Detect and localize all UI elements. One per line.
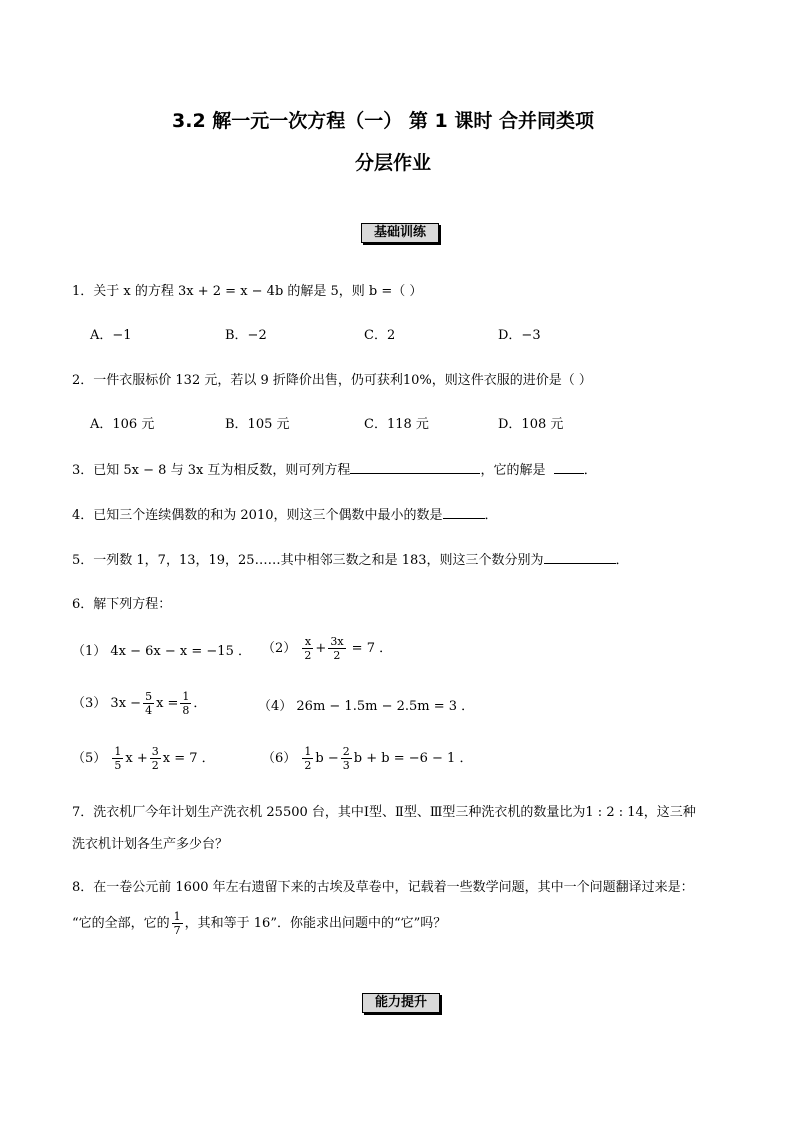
q4-blank[interactable] — [443, 506, 485, 519]
q4-text-before: 4．已知三个连续偶数的和为 2010，则这三个偶数中最小的数是 — [72, 508, 443, 523]
q6-p2-label: （2） — [262, 641, 297, 656]
question-6: 6．解下列方程： — [72, 597, 172, 612]
q6-p5-fraction-1: $\frac{1}{5}$ — [114, 745, 122, 772]
question-5 — [72, 551, 629, 570]
q3-blank-equation[interactable] — [350, 461, 480, 474]
q3-text-before: 3．已知 5x − 8 与 3x 互为相反数，则可列方程 — [72, 463, 351, 478]
question-8-line-1: 8．在一卷公元前 1600 年左右遗留下来的古埃及草卷中，记载着一些数学问题，其中一个问题翻译过来是： — [72, 880, 694, 895]
q2-option-b: B．105 元 — [225, 417, 290, 432]
question-7-line-2: 洗衣机计划各生产多少台？ — [72, 837, 229, 852]
q6-part-3: （3） 3x − $\frac{5}{4}$ x = $\frac{1}{8}$ ． — [72, 690, 207, 717]
question-7-line-1: 7．洗衣机厂今年计划生产洗衣机 25500 台，其中Ⅰ型、Ⅱ型、Ⅲ型三种洗衣机的数量比为1 : 2 : 14，这三种 — [72, 805, 696, 820]
q3-text-middle: ，它的解是 — [480, 463, 546, 478]
q5-text-end: ． — [615, 553, 629, 568]
section-basic-label: 基础训练 — [361, 223, 439, 243]
section-advanced-label: 能力提升 — [362, 993, 440, 1013]
question-3 — [72, 461, 597, 480]
q8-fraction: $\frac{1}{7}$ — [173, 910, 181, 937]
question-8-line-2: “它的全部，它的 $\frac{1}{7}$ ，其和等于 16”．你能求出问题中的“它”吗？ — [72, 910, 447, 937]
question-1: 1．关于 x 的方程 3x + 2 = x − 4b 的解是 5，则 b =（ ） — [72, 284, 423, 299]
q5-blank[interactable] — [544, 551, 616, 564]
q6-p2-fraction-1: $\frac{x}{2}$ — [304, 635, 312, 662]
q1-option-b: B．−2 — [225, 328, 267, 343]
q3-blank-solution[interactable] — [554, 461, 584, 474]
q4-text-end: ． — [484, 508, 498, 523]
page-title: 3.2 解一元一次方程（一） 第 1 课时 合并同类项 — [172, 110, 594, 132]
q6-p3-fraction-1: $\frac{5}{4}$ — [145, 690, 153, 717]
question-2: 2．一件衣服标价 132 元，若以 9 折降价出售，仍可获利10%，则这件衣服的进价是（ ） — [72, 373, 592, 388]
q6-part-5: （5） $\frac{1}{5}$ x + $\frac{3}{2}$ x = 7 ． — [72, 745, 215, 772]
q2-option-a: A．106 元 — [90, 417, 155, 432]
q5-text-before: 5．一列数 1，7，13，19，25……其中相邻三数之和是 183，则这三个数分别为 — [72, 553, 544, 568]
q1-option-c: C．2 — [364, 328, 396, 343]
q6-p5-fraction-2: $\frac{3}{2}$ — [151, 745, 159, 772]
q2-option-d: D．108 元 — [498, 417, 564, 432]
q1-option-a: A．−1 — [90, 328, 132, 343]
q6-part-2: （2） $\frac{x}{2}$ + $\frac{3x}{2}$ = 7 ． — [262, 635, 393, 662]
q6-p6-fraction-1: $\frac{1}{2}$ — [304, 745, 312, 772]
question-4 — [72, 506, 498, 525]
q6-part-6: （6） $\frac{1}{2}$ b − $\frac{2}{3}$ b + b = −6 − 1 ． — [262, 745, 473, 772]
q3-text-end: ． — [583, 463, 597, 478]
q2-option-c: C．118 元 — [364, 417, 429, 432]
q6-p6-fraction-2: $\frac{2}{3}$ — [342, 745, 350, 772]
q6-part-4: （4） 26m − 1.5m − 2.5m = 3 ． — [258, 699, 475, 714]
q6-p3-fraction-2: $\frac{1}{8}$ — [182, 690, 190, 717]
q1-option-d: D．−3 — [498, 328, 541, 343]
q6-part-1: （1） 4x − 6x − x = −15 ． — [72, 644, 251, 659]
q6-p2-fraction-2: $\frac{3x}{2}$ — [330, 635, 344, 662]
page-subtitle: 分层作业 — [355, 152, 432, 174]
